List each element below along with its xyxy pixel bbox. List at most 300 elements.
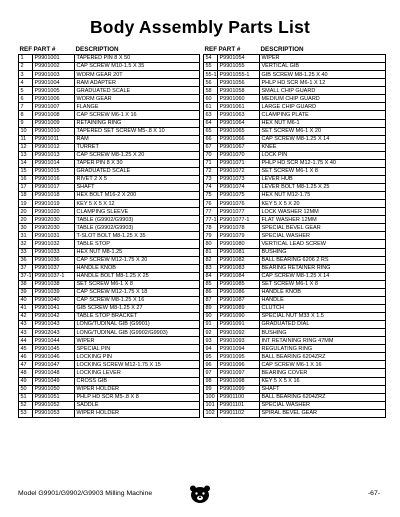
part-number-cell: P9901096 bbox=[218, 361, 260, 369]
description-cell: RAM bbox=[75, 135, 200, 143]
part-number-cell: P9901007 bbox=[33, 103, 75, 111]
table-row bbox=[204, 216, 386, 224]
table-row bbox=[204, 143, 386, 151]
table-row bbox=[19, 240, 200, 248]
ref-cell: 55 bbox=[204, 63, 218, 71]
table-row bbox=[204, 232, 386, 240]
description-cell: BUSHING bbox=[260, 329, 386, 337]
table-row bbox=[19, 159, 200, 167]
description-cell: HEX BOLT M16-2 X 200 bbox=[75, 192, 200, 200]
part-number-cell: P9901036 bbox=[33, 256, 75, 264]
description-cell: CAP SCREW M10-1.5 X 35 bbox=[75, 63, 200, 71]
ref-cell: 16 bbox=[19, 175, 33, 183]
part-number-cell: P9901081 bbox=[218, 248, 260, 256]
part-number-cell: P9901075 bbox=[218, 192, 260, 200]
table-row bbox=[19, 264, 200, 272]
ref-cell: 6 bbox=[19, 95, 33, 103]
part-number-cell: P9901093 bbox=[218, 337, 260, 345]
table-row bbox=[204, 296, 386, 304]
part-number-cell: P9901017 bbox=[33, 184, 75, 192]
table-row bbox=[204, 192, 386, 200]
ref-cell: 75 bbox=[204, 192, 218, 200]
part-number-cell: P9901015 bbox=[33, 167, 75, 175]
description-cell: CAP SCREW M8-1.25 X 20 bbox=[75, 151, 200, 159]
part-number-cell: P9901041 bbox=[33, 304, 75, 312]
description-cell: FLAT WASHER 12MM bbox=[260, 216, 386, 224]
ref-cell: 30 bbox=[19, 224, 33, 232]
part-number-cell: P9901067 bbox=[218, 143, 260, 151]
part-number-cell: P9901009 bbox=[33, 119, 75, 127]
description-cell: TABLE (G9902/G9903) bbox=[75, 224, 200, 232]
part-number-cell: P9901091 bbox=[218, 321, 260, 329]
ref-cell: 64 bbox=[204, 119, 218, 127]
ref-cell: 10 bbox=[19, 127, 33, 135]
ref-cell: 48 bbox=[19, 369, 33, 377]
description-cell: BUSHING bbox=[260, 248, 386, 256]
description-cell: SPIRAL BEVEL GEAR bbox=[260, 409, 386, 417]
description-cell: LOCKING LEVER bbox=[75, 369, 200, 377]
part-number-cell: P9901095 bbox=[218, 353, 260, 361]
description-cell: SHAFT bbox=[260, 385, 386, 393]
parts-table-left-body bbox=[19, 55, 200, 418]
part-number-cell: P9901060 bbox=[218, 95, 260, 103]
page-title: Body Assembly Parts List bbox=[89, 17, 311, 37]
description-cell: INT RETAINING RING 47MM bbox=[260, 337, 386, 345]
page-number: -67- bbox=[367, 490, 380, 497]
part-number-cell: P9901037 bbox=[33, 264, 75, 272]
ref-cell: 67 bbox=[204, 143, 218, 151]
description-cell: CAP SCREW M6-1 X 16 bbox=[260, 361, 386, 369]
part-number-cell: P9901011 bbox=[33, 135, 75, 143]
table-row bbox=[204, 369, 386, 377]
ref-column-header: REF bbox=[204, 46, 218, 53]
part-number-cell: P9901077-1 bbox=[218, 216, 260, 224]
ref-cell: 56 bbox=[204, 79, 218, 87]
ref-cell: 19 bbox=[19, 200, 33, 208]
ref-cell: 87 bbox=[204, 296, 218, 304]
ref-cell: 93 bbox=[204, 337, 218, 345]
part-number-cell: P9901087 bbox=[218, 296, 260, 304]
ref-cell: 98 bbox=[204, 377, 218, 385]
part-number-cell: P9901013 bbox=[33, 151, 75, 159]
part-number-cell: P9901052 bbox=[33, 401, 75, 409]
part-number-cell: P9901080 bbox=[218, 240, 260, 248]
ref-cell: 17 bbox=[19, 184, 33, 192]
part-number-cell: P9902030 bbox=[33, 216, 75, 224]
ref-cell: 42 bbox=[19, 313, 33, 321]
ref-cell: 102 bbox=[204, 409, 218, 417]
description-cell: KEY 5 X 5 X 12 bbox=[75, 200, 200, 208]
table-row bbox=[19, 95, 200, 103]
part-number-cell: P9901046 bbox=[33, 353, 75, 361]
ref-cell: 49 bbox=[19, 377, 33, 385]
table-row bbox=[19, 224, 200, 232]
table-row bbox=[204, 200, 386, 208]
part-number-cell: P9901078 bbox=[218, 224, 260, 232]
description-cell: SPECIAL WASHER bbox=[260, 401, 386, 409]
ref-cell: 14 bbox=[19, 159, 33, 167]
ref-cell: 96 bbox=[204, 361, 218, 369]
description-cell: RETAINING RING bbox=[75, 119, 200, 127]
description-cell: CROSS GIB bbox=[75, 377, 200, 385]
description-cell: GRADUATED SCALE bbox=[75, 87, 200, 95]
table-row bbox=[204, 240, 386, 248]
table-row bbox=[19, 304, 200, 312]
table-row bbox=[19, 127, 200, 135]
description-cell: CAP SCREW M6-1 X 16 bbox=[75, 111, 200, 119]
description-cell: PHLP HD SCR M6-1 X 12 bbox=[260, 79, 386, 87]
part-number-cell: P9901012 bbox=[33, 143, 75, 151]
part-number-cell: P9901005 bbox=[33, 87, 75, 95]
part-number-cell: P9901055 bbox=[218, 63, 260, 71]
table-row bbox=[204, 119, 386, 127]
part-number-cell: P9901074 bbox=[218, 184, 260, 192]
part-number-cell: P9901042 bbox=[33, 313, 75, 321]
description-cell: WIPER HOLDER bbox=[75, 409, 200, 417]
ref-cell: 4 bbox=[19, 79, 33, 87]
ref-cell: 81 bbox=[204, 248, 218, 256]
part-number-cell: P9901084 bbox=[218, 272, 260, 280]
description-cell: LARGE CHIP GUARD bbox=[260, 103, 386, 111]
ref-cell: 61 bbox=[204, 103, 218, 111]
ref-cell: 2 bbox=[19, 63, 33, 71]
part-number-cell: P9901055-1 bbox=[218, 71, 260, 79]
ref-cell: 33 bbox=[19, 248, 33, 256]
description-cell: WIPER HOLDER bbox=[75, 385, 200, 393]
table-row bbox=[204, 71, 386, 79]
table-row bbox=[204, 304, 386, 312]
description-cell: HANDLE bbox=[260, 296, 386, 304]
table-row bbox=[204, 272, 386, 280]
description-cell: MEDIUM CHIP GUARD bbox=[260, 95, 386, 103]
table-row bbox=[19, 103, 200, 111]
part-number-cell: P9901051 bbox=[33, 393, 75, 401]
ref-cell: 55-1 bbox=[205, 71, 217, 78]
table-row bbox=[204, 127, 386, 135]
part-number-cell: P9901044 bbox=[33, 337, 75, 345]
table-row bbox=[19, 63, 200, 71]
table-row bbox=[19, 200, 200, 208]
part-number-cell: P9901066 bbox=[218, 135, 260, 143]
table-row bbox=[19, 256, 200, 264]
description-cell: HANDLE KNOB bbox=[260, 288, 386, 296]
description-cell: WIPER bbox=[75, 337, 200, 345]
part-number-cell: P9901020 bbox=[33, 208, 75, 216]
description-cell: TAPER PIN 8 X 30 bbox=[75, 159, 200, 167]
table-row bbox=[19, 111, 200, 119]
description-cell: LEVER HUB bbox=[260, 175, 386, 183]
description-cell: SET SCREW M6-1 X 20 bbox=[260, 127, 386, 135]
ref-cell: 47 bbox=[19, 361, 33, 369]
part-number-cell: P9901037-1 bbox=[33, 272, 75, 280]
ref-cell: 78 bbox=[204, 224, 218, 232]
table-row bbox=[19, 55, 200, 63]
ref-cell: 95 bbox=[204, 353, 218, 361]
parts-table-right-body bbox=[204, 55, 386, 418]
description-cell: CAP SCREW M12-1.75 X 18 bbox=[75, 288, 200, 296]
table-row bbox=[204, 385, 386, 393]
ref-cell: 43 bbox=[19, 321, 33, 329]
part-number-cell: P9901050 bbox=[33, 385, 75, 393]
part-number-cell: P9901054 bbox=[218, 55, 260, 63]
part-number-cell: P9901094 bbox=[218, 345, 260, 353]
ref-cell: 94 bbox=[204, 345, 218, 353]
description-cell: LOCKING SCREW M12-1.75 X 15 bbox=[75, 361, 200, 369]
description-cell: CAP SCREW M8-1.25 X 14 bbox=[260, 135, 386, 143]
ref-cell: 86 bbox=[204, 288, 218, 296]
ref-cell: 13 bbox=[19, 151, 33, 159]
ref-cell: 60 bbox=[204, 95, 218, 103]
description-cell: HANDLE BOLT M8-1.25 X 25 bbox=[75, 272, 200, 280]
description-cell: BEARING COVER bbox=[260, 369, 386, 377]
table-row bbox=[19, 321, 200, 329]
table-row bbox=[204, 256, 386, 264]
ref-cell: 12 bbox=[19, 143, 33, 151]
table-row bbox=[19, 361, 200, 369]
table-row bbox=[19, 208, 200, 216]
description-cell: LONG/TUDINAL GIB (G9902/G9903) bbox=[75, 329, 200, 337]
part-number-cell: P9901032 bbox=[33, 240, 75, 248]
table-row bbox=[19, 369, 200, 377]
table-row bbox=[204, 175, 386, 183]
description-cell: RIVET 2 X 5 bbox=[75, 175, 200, 183]
part-number-cell: P9902043 bbox=[33, 329, 75, 337]
part-number-cell: P9901061 bbox=[218, 103, 260, 111]
ref-cell: 50 bbox=[19, 385, 33, 393]
description-cell: HEX NUT M6-1 bbox=[260, 119, 386, 127]
table-row bbox=[204, 280, 386, 288]
part-number-cell: P9901001 bbox=[33, 55, 75, 63]
part-number-cell: P9901056 bbox=[218, 79, 260, 87]
description-cell: SET SCREW M6-1 X 8 bbox=[260, 167, 386, 175]
table-row bbox=[19, 135, 200, 143]
ref-cell: 51 bbox=[19, 393, 33, 401]
table-row bbox=[19, 71, 200, 79]
ref-cell: 40 bbox=[19, 296, 33, 304]
ref-cell: 37-1 bbox=[20, 273, 32, 280]
part-number-cell: P9901076 bbox=[218, 200, 260, 208]
part-number-cell: P9901064 bbox=[218, 119, 260, 127]
table-row bbox=[19, 288, 200, 296]
ref-cell: 54 bbox=[204, 55, 218, 63]
parts-table-right bbox=[203, 46, 386, 418]
ref-cell: 80 bbox=[204, 240, 218, 248]
part-number-cell: P9901086 bbox=[218, 288, 260, 296]
description-cell: LEVER BOLT M8-1.25 X 25 bbox=[260, 184, 386, 192]
part-number-cell: P9901043 bbox=[33, 321, 75, 329]
table-row bbox=[19, 248, 200, 256]
description-cell: WORM GEAR 20T bbox=[75, 71, 200, 79]
ref-cell: 45 bbox=[19, 345, 33, 353]
description-cell: RAM ADAPTER bbox=[75, 79, 200, 87]
part-number-cell: P9901016 bbox=[33, 175, 75, 183]
ref-cell: 83 bbox=[204, 264, 218, 272]
table-row bbox=[204, 87, 386, 95]
part-number-cell: P9901073 bbox=[218, 175, 260, 183]
part-number-cell: P9901014 bbox=[33, 159, 75, 167]
part-number-cell: P9901010 bbox=[33, 127, 75, 135]
description-cell: SHAFT bbox=[75, 184, 200, 192]
part-number-cell: P9901004 bbox=[33, 79, 75, 87]
table-row bbox=[204, 55, 386, 63]
description-cell: HEX NUT M12-1.75 bbox=[260, 192, 386, 200]
ref-cell: 38 bbox=[19, 280, 33, 288]
part-number-cell: P9901053 bbox=[33, 409, 75, 417]
description-cell: CLAMPING PLATE bbox=[260, 111, 386, 119]
table-row bbox=[204, 337, 386, 345]
ref-cell: 58 bbox=[204, 87, 218, 95]
description-cell: CAP SCREW M8-1.25 X 16 bbox=[75, 296, 200, 304]
table-row bbox=[19, 393, 200, 401]
table-row bbox=[204, 401, 386, 409]
description-cell: TAPERED PIN 8 X 50 bbox=[75, 55, 200, 63]
ref-cell: 97 bbox=[204, 369, 218, 377]
part-number-cell: P9901097 bbox=[218, 369, 260, 377]
ref-cell: 90 bbox=[204, 313, 218, 321]
description-cell: BALL BEARING 6206 2 RS bbox=[260, 256, 386, 264]
table-header-row bbox=[19, 46, 200, 55]
part-number-cell: P9901090 bbox=[218, 313, 260, 321]
description-cell: HEX NUT M8-1.25 bbox=[75, 248, 200, 256]
table-row bbox=[19, 337, 200, 345]
description-cell: KNEE bbox=[260, 143, 386, 151]
ref-column-header: REF bbox=[19, 46, 33, 53]
part-number-cell: P9901047 bbox=[33, 361, 75, 369]
part-number-cell: P9901092 bbox=[218, 329, 260, 337]
ref-cell: 20 bbox=[19, 208, 33, 216]
part-number-cell: P9901019 bbox=[33, 200, 75, 208]
table-row bbox=[204, 167, 386, 175]
parts-table-left bbox=[18, 46, 200, 418]
part-number-cell: P9901039 bbox=[33, 288, 75, 296]
description-cell: HANDLE KNOB bbox=[75, 264, 200, 272]
description-cell: LOCK PIN bbox=[260, 151, 386, 159]
table-row bbox=[204, 224, 386, 232]
description-cell: PHLP HD SCR M12-1.75 X 40 bbox=[260, 159, 386, 167]
description-cell: SADDLE bbox=[75, 401, 200, 409]
table-row bbox=[204, 329, 386, 337]
part-column-header: PART # bbox=[218, 46, 241, 53]
part-number-cell: P9901083 bbox=[218, 264, 260, 272]
ref-cell: 15 bbox=[19, 167, 33, 175]
ref-cell: 89 bbox=[204, 304, 218, 312]
table-row bbox=[204, 135, 386, 143]
part-number-cell: P9901072 bbox=[218, 167, 260, 175]
part-number-cell: P9901065 bbox=[218, 127, 260, 135]
table-row bbox=[204, 208, 386, 216]
ref-cell: 7 bbox=[19, 103, 33, 111]
description-cell: LOCK WASHER 12MM bbox=[260, 208, 386, 216]
ref-cell: 9 bbox=[19, 119, 33, 127]
description-cell: CAP SCREW M12-1.75 X 20 bbox=[75, 256, 200, 264]
ref-cell: 73 bbox=[204, 175, 218, 183]
ref-cell: 37 bbox=[19, 264, 33, 272]
description-cell: GRADUATED DIAL bbox=[260, 321, 386, 329]
ref-cell: 74 bbox=[204, 184, 218, 192]
table-row bbox=[204, 353, 386, 361]
description-cell: LONG/TUDINAL GIB (G9901) bbox=[75, 321, 200, 329]
part-number-cell: P9901079 bbox=[218, 232, 260, 240]
ref-cell: 44 bbox=[19, 337, 33, 345]
description-column-header: DESCRIPTION bbox=[260, 46, 304, 53]
table-row bbox=[204, 288, 386, 296]
table-row bbox=[204, 184, 386, 192]
ref-cell: 91 bbox=[204, 321, 218, 329]
ref-cell: 84 bbox=[204, 272, 218, 280]
description-cell: T-SLOT BOLT M8-1.25 X 35 bbox=[75, 232, 200, 240]
description-cell: GRADUATED SCALE bbox=[75, 167, 200, 175]
ref-cell: 76 bbox=[204, 200, 218, 208]
description-cell: REGULATING RING bbox=[260, 345, 386, 353]
ref-cell: 1 bbox=[19, 55, 33, 63]
table-row bbox=[19, 184, 200, 192]
ref-cell: 100 bbox=[204, 393, 218, 401]
description-cell: SPECIAL PIN bbox=[75, 345, 200, 353]
part-number-cell: P9901099 bbox=[218, 385, 260, 393]
description-cell: CLUTCH bbox=[260, 304, 386, 312]
table-row bbox=[19, 296, 200, 304]
table-row bbox=[204, 63, 386, 71]
part-number-cell: P9902030 bbox=[33, 224, 75, 232]
part-number-cell: P9901071 bbox=[218, 159, 260, 167]
ref-cell: 8 bbox=[19, 111, 33, 119]
description-cell: TABLE (G9902/G9903) bbox=[75, 216, 200, 224]
ref-cell: 82 bbox=[204, 256, 218, 264]
description-cell: SMALL CHIP GUARD bbox=[260, 87, 386, 95]
description-cell: TABLE STOP bbox=[75, 240, 200, 248]
ref-cell: 79 bbox=[204, 232, 218, 240]
table-row bbox=[204, 79, 386, 87]
ref-cell: 63 bbox=[204, 111, 218, 119]
ref-cell: 36 bbox=[19, 256, 33, 264]
ref-cell: 52 bbox=[19, 401, 33, 409]
part-number-cell: P9901063 bbox=[218, 111, 260, 119]
table-row bbox=[204, 95, 386, 103]
grizzly-bear-logo bbox=[186, 484, 214, 504]
table-row bbox=[204, 159, 386, 167]
description-cell: CAP SCREW M8-1.25 X 14 bbox=[260, 272, 386, 280]
ref-cell: 41 bbox=[19, 304, 33, 312]
description-cell: KEY 5 X 5 X 20 bbox=[260, 200, 386, 208]
table-row bbox=[19, 401, 200, 409]
part-number-cell: P9901082 bbox=[218, 256, 260, 264]
part-number-cell: P9901002 bbox=[33, 63, 75, 71]
part-number-cell: P9901098 bbox=[218, 377, 260, 385]
description-cell: BALL BEARING 6204ZRZ bbox=[260, 353, 386, 361]
table-row bbox=[204, 377, 386, 385]
description-cell: BEARING RETAINER RING bbox=[260, 264, 386, 272]
ref-cell: 11 bbox=[19, 135, 33, 143]
part-number-cell: P9901031 bbox=[33, 232, 75, 240]
table-row bbox=[19, 216, 200, 224]
part-number-cell: P9901038 bbox=[33, 280, 75, 288]
table-row bbox=[19, 409, 200, 417]
table-row bbox=[204, 345, 386, 353]
description-cell: TAPERED SET SCREW M5-.8 X 10 bbox=[75, 127, 200, 135]
part-number-cell: P9901089 bbox=[218, 304, 260, 312]
part-number-cell: P9901045 bbox=[33, 345, 75, 353]
table-row bbox=[19, 192, 200, 200]
ref-cell: 32 bbox=[19, 240, 33, 248]
ref-cell: 85 bbox=[204, 280, 218, 288]
description-cell: CLAMPING SLEEVE bbox=[75, 208, 200, 216]
ref-cell: 66 bbox=[204, 135, 218, 143]
table-row bbox=[19, 87, 200, 95]
ref-cell: 31 bbox=[19, 232, 33, 240]
table-row bbox=[19, 151, 200, 159]
ref-cell: 71 bbox=[204, 159, 218, 167]
part-number-cell: P9901100 bbox=[218, 393, 260, 401]
